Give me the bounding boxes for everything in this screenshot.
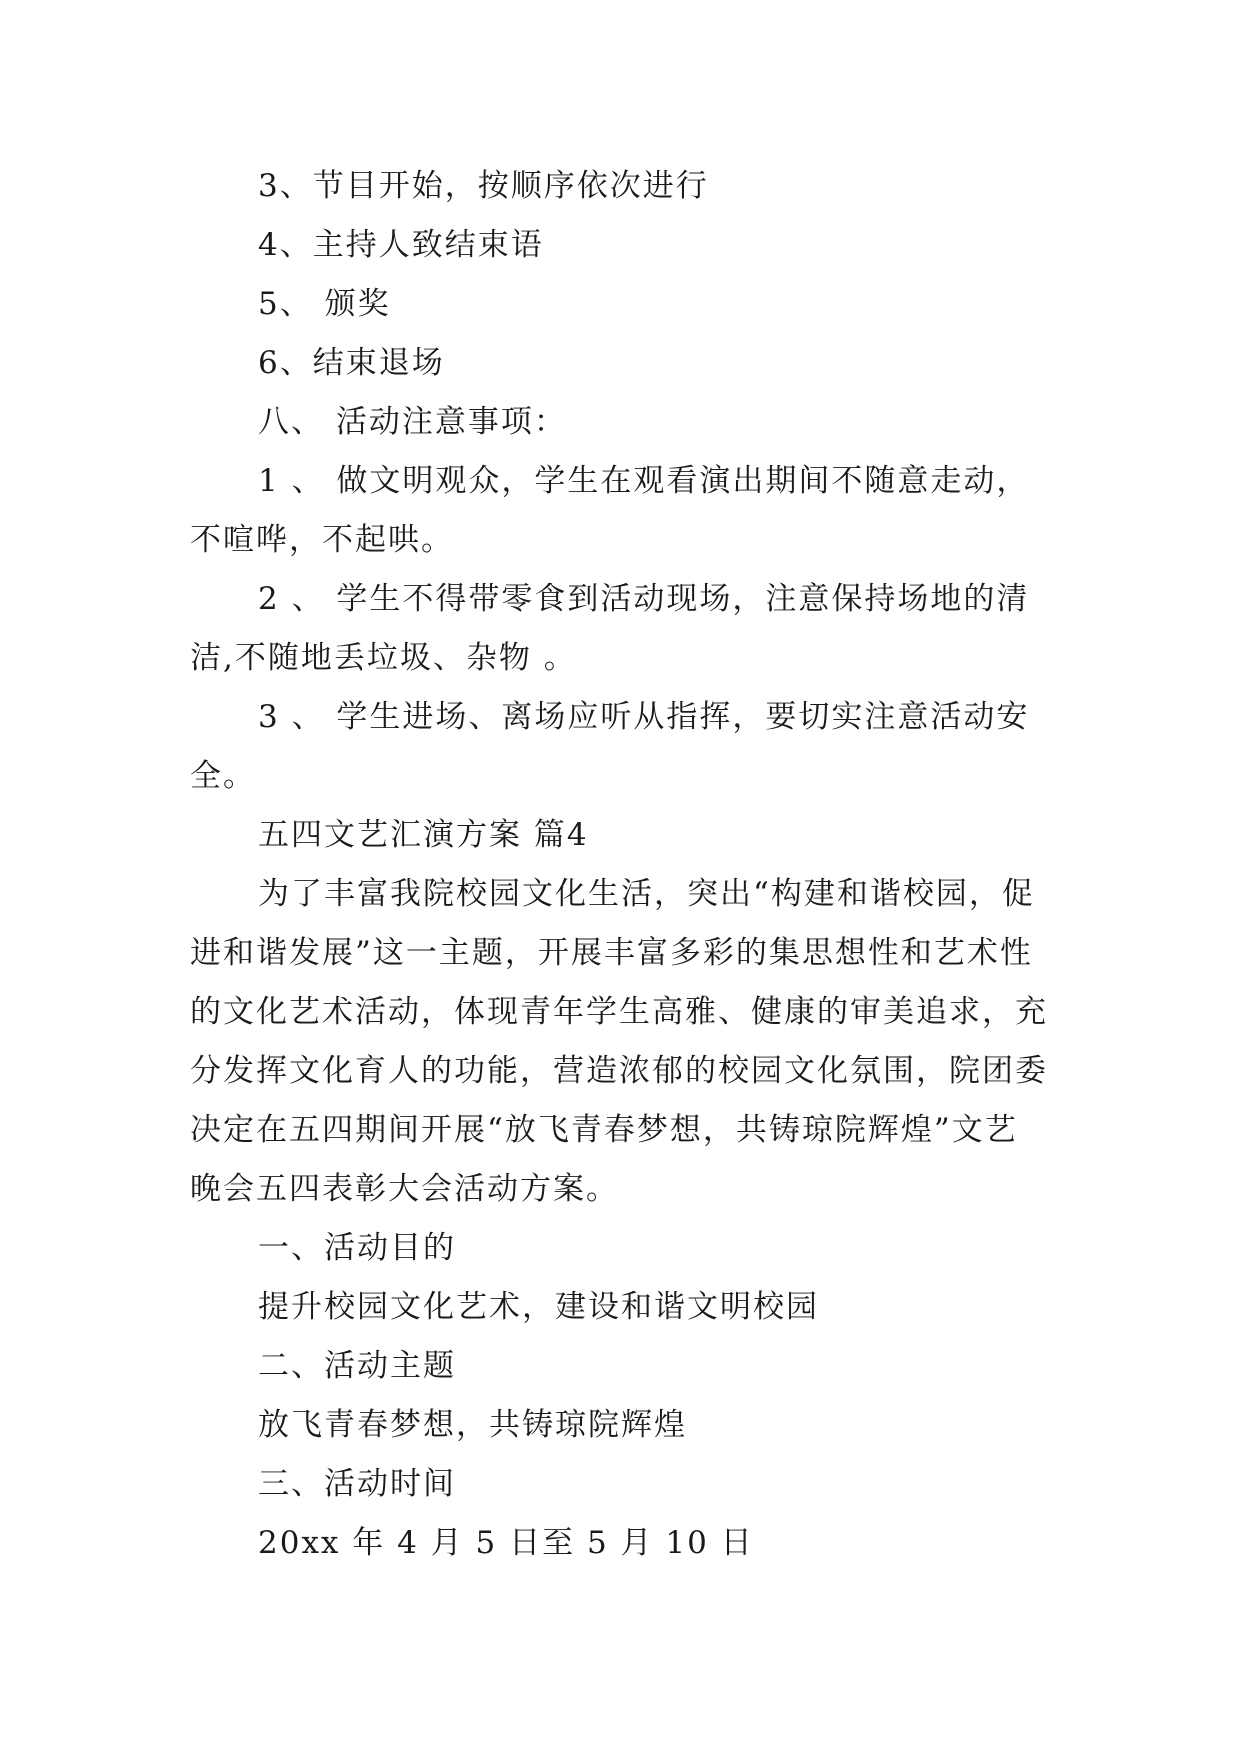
paragraph-intro-line-4: 分发挥文化育人的功能，营造浓郁的校园文化氛围，院团委 xyxy=(190,1053,1048,1089)
note-2-line-1: 2 、 学生不得带零食到活动现场，注意保持场地的清 xyxy=(258,581,1030,617)
section-heading-notes: 八、 活动注意事项： xyxy=(258,404,567,440)
paragraph-intro-line-6: 晚会五四表彰大会活动方案。 xyxy=(190,1171,619,1207)
time-text: 20xx 年 4 月 5 日至 5 月 10 日 xyxy=(258,1525,754,1561)
theme-text: 放飞青春梦想，共铸琼院辉煌 xyxy=(258,1407,687,1443)
section-heading-time: 三、活动时间 xyxy=(258,1466,456,1502)
note-1-line-1: 1 、 做文明观众，学生在观看演出期间不随意走动， xyxy=(258,463,1030,499)
article-title: 五四文艺汇演方案 篇4 xyxy=(258,817,589,853)
note-3-line-2: 全。 xyxy=(190,758,256,794)
note-1-line-2: 不喧哗，不起哄。 xyxy=(190,522,454,558)
paragraph-intro-line-1: 为了丰富我院校园文化生活，突出“构建和谐校园，促 xyxy=(258,876,1035,912)
section-heading-theme: 二、活动主题 xyxy=(258,1348,456,1384)
note-2-line-2: 洁,不随地丢垃圾、杂物 。 xyxy=(190,640,577,676)
paragraph-intro-line-2: 进和谐发展”这一主题，开展丰富多彩的集思想性和艺术性 xyxy=(190,935,1033,971)
list-item-closing-speech: 4、主持人致结束语 xyxy=(258,227,544,263)
note-3-line-1: 3 、 学生进场、离场应听从指挥，要切实注意活动安 xyxy=(258,699,1030,735)
section-heading-purpose: 一、活动目的 xyxy=(258,1230,456,1266)
purpose-text: 提升校园文化艺术，建设和谐文明校园 xyxy=(258,1289,819,1325)
list-item-awards: 5、 颁奖 xyxy=(258,286,391,322)
paragraph-intro-line-5: 决定在五四期间开展“放飞青春梦想，共铸琼院辉煌”文艺 xyxy=(190,1112,1018,1148)
list-item-program-start: 3、节目开始，按顺序依次进行 xyxy=(258,168,709,204)
list-item-exit: 6、结束退场 xyxy=(258,345,445,381)
paragraph-intro-line-3: 的文化艺术活动，体现青年学生高雅、健康的审美追求，充 xyxy=(190,994,1048,1030)
